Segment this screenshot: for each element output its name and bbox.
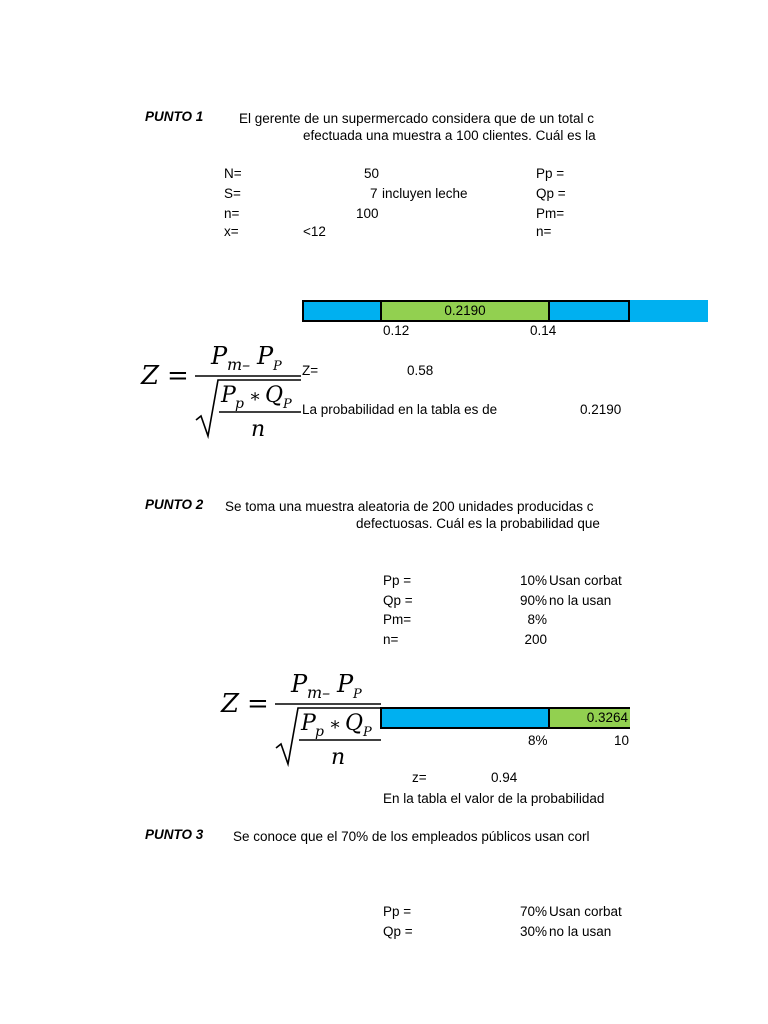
p1-value-S: 7	[370, 186, 378, 201]
p1-bar-left-segment	[304, 302, 382, 320]
p1-rlabel-Pp: Pp =	[536, 166, 565, 181]
svg-text:=: =	[247, 689, 269, 719]
p2-label-Pm: Pm=	[383, 612, 412, 627]
p1-label-S: S=	[224, 186, 241, 201]
p1-z-label: Z=	[302, 363, 319, 378]
punto-3-title: PUNTO 3	[145, 827, 204, 842]
p3-note-Qp: no la usan	[549, 924, 612, 939]
punto-1-text-line-1: El gerente de un supermercado considera que de un total c	[239, 111, 594, 126]
p1-value-x: <12	[303, 224, 326, 239]
p1-probability-value: 0.2190	[580, 402, 622, 417]
svg-text:P: P	[273, 359, 282, 374]
p1-label-N: N=	[224, 166, 242, 181]
p2-bar-blue-segment	[382, 709, 550, 727]
svg-text:n: n	[331, 745, 346, 770]
p2-label-Pp: Pp =	[383, 573, 412, 588]
punto-2-text-line-1: Se toma una muestra aleatoria de 200 unidades producidas c	[225, 499, 594, 514]
punto-1-title: PUNTO 1	[145, 109, 204, 124]
svg-text:∗: ∗	[329, 714, 342, 735]
p1-label-n: n=	[224, 206, 240, 221]
p1-probability-bar	[302, 300, 630, 322]
svg-text:P: P	[353, 687, 362, 702]
punto-3-text-line-1: Se conoce que el 70% de los empleados públicos usan corl	[233, 829, 590, 844]
svg-text:P: P	[337, 670, 354, 698]
p2-tick-1: 8%	[528, 733, 548, 748]
p1-label-x: x=	[224, 224, 239, 239]
p2-note-Qp: no la usan	[549, 593, 612, 608]
svg-text:p: p	[235, 396, 244, 412]
p2-value-Qp: 90%	[519, 593, 547, 608]
svg-text:m–: m–	[227, 355, 251, 374]
svg-text:p: p	[315, 724, 324, 740]
svg-text:∗: ∗	[249, 386, 262, 407]
p1-value-N: 50	[364, 166, 380, 181]
p2-z-value: 0.94	[491, 770, 518, 785]
p3-value-Qp: 30%	[519, 924, 547, 939]
p1-bar-green-segment: 0.2190	[382, 302, 550, 320]
punto-1-text-line-2: efectuada una muestra a 100 clientes. Cuál es la	[303, 128, 596, 143]
p2-tick-2: 10	[614, 733, 630, 748]
svg-text:n: n	[251, 417, 266, 442]
p2-value-Pm: 8%	[527, 612, 547, 627]
p1-value-n: 100	[356, 206, 379, 221]
svg-text:Z: Z	[221, 689, 240, 719]
z-formula-2	[219, 668, 389, 781]
p3-value-Pp: 70%	[519, 904, 547, 919]
p1-z-value: 0.58	[407, 363, 434, 378]
z-formula-1	[139, 338, 309, 451]
p2-value-n: 200	[524, 632, 547, 647]
p2-bar-green-segment: 0.3264	[550, 709, 630, 727]
p2-table-text: En la tabla el valor de la probabilidad	[383, 791, 605, 806]
p2-label-Qp: Qp =	[383, 593, 413, 608]
p1-rlabel-Qp: Qp =	[536, 186, 566, 201]
p3-label-Qp: Qp =	[383, 924, 413, 939]
svg-text:m–: m–	[307, 683, 331, 702]
svg-text:Z: Z	[141, 361, 160, 391]
p1-rlabel-Pm: Pm=	[536, 206, 565, 221]
punto-2-title: PUNTO 2	[145, 497, 204, 512]
svg-text:P: P	[221, 383, 236, 408]
p3-note-Pp: Usan corbat	[549, 904, 622, 919]
p1-bar-overflow	[630, 300, 708, 322]
p1-probability-text: La probabilidad en la tabla es de	[302, 402, 498, 417]
p1-rlabel-n: n=	[536, 224, 552, 239]
svg-text:Q: Q	[265, 383, 284, 408]
p2-z-label: z=	[412, 770, 427, 785]
p2-note-Pp: Usan corbat	[549, 573, 622, 588]
svg-text:Q: Q	[345, 711, 364, 736]
p1-note-S: incluyen leche	[382, 186, 468, 201]
punto-2-text-line-2: defectuosas. Cuál es la probabilidad que	[356, 516, 600, 531]
p2-probability-bar	[380, 707, 630, 729]
svg-text:P: P	[291, 670, 308, 698]
svg-text:P: P	[257, 342, 274, 370]
svg-text:P: P	[211, 342, 228, 370]
p2-label-n: n=	[383, 632, 399, 647]
p2-value-Pp: 10%	[519, 573, 547, 588]
p1-bar-right-segment	[550, 302, 628, 320]
svg-text:P: P	[283, 397, 292, 412]
svg-text:P: P	[301, 711, 316, 736]
svg-text:=: =	[167, 361, 189, 391]
p1-tick-2: 0.14	[530, 323, 557, 338]
p1-tick-1: 0.12	[383, 323, 410, 338]
p3-label-Pp: Pp =	[383, 904, 412, 919]
svg-text:P: P	[363, 725, 372, 740]
